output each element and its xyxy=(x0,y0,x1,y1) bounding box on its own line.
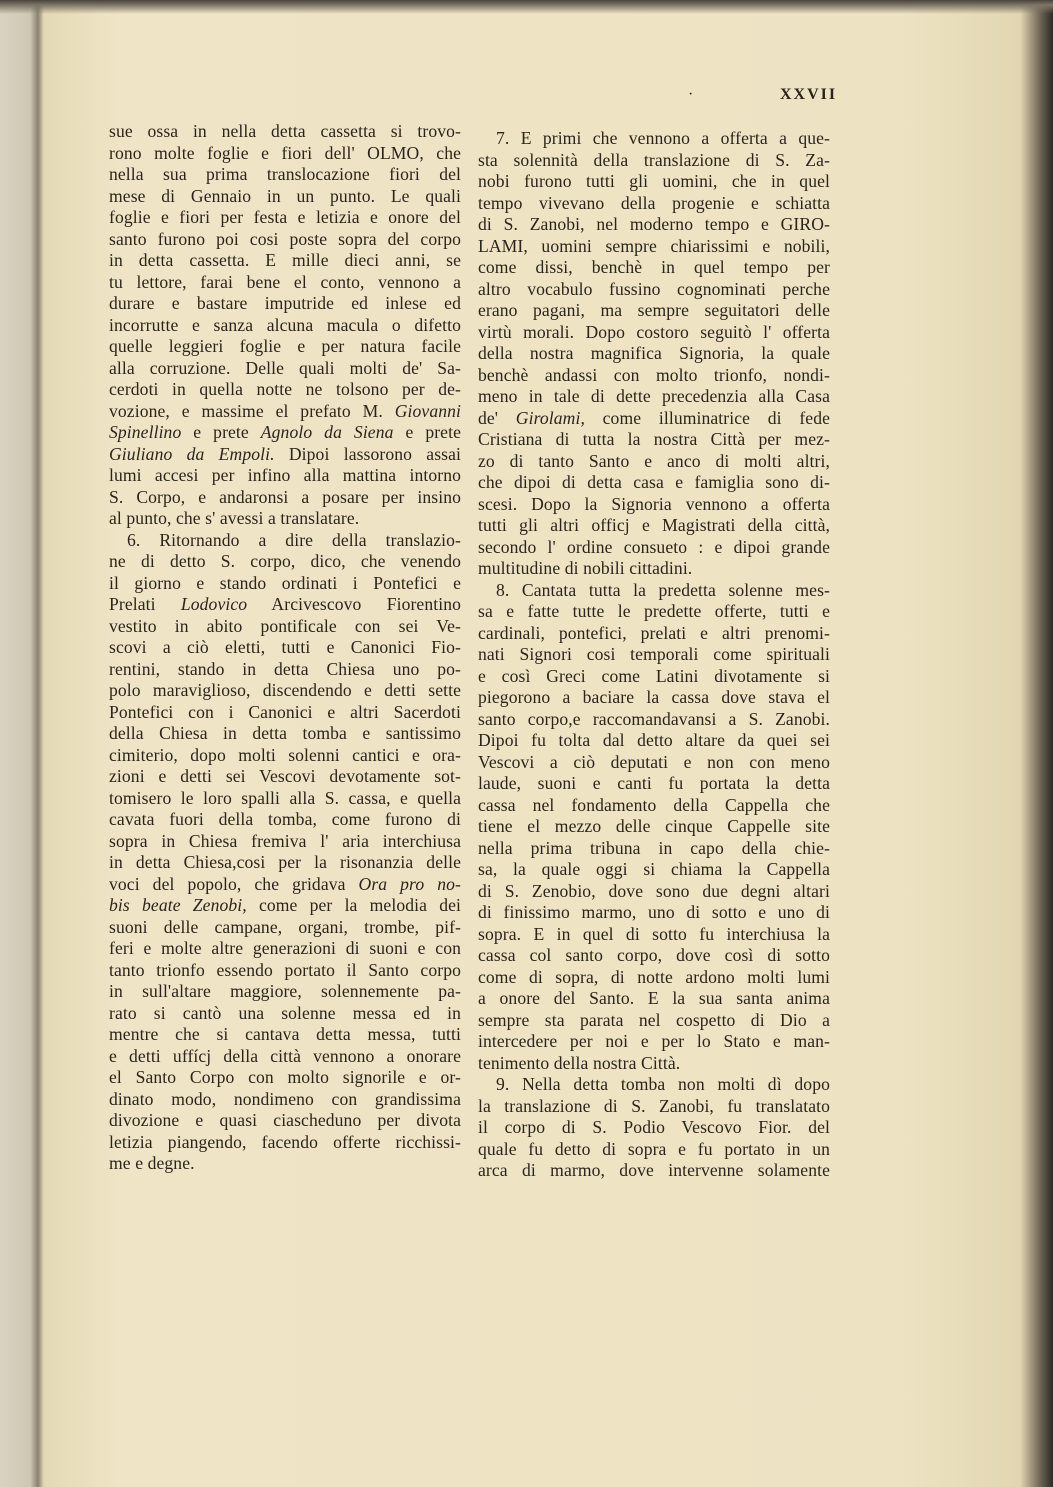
text-segment: lumi accesi per infino alla mattina intorno xyxy=(109,465,461,485)
text-segment: come illuminatrice di fede xyxy=(584,407,830,428)
italic-text: Giuliano da Empoli. xyxy=(109,443,275,464)
text-line xyxy=(478,494,830,515)
text-segment: 8. Cantata tutta la predetta solenne mes- xyxy=(496,579,830,600)
text-segment: il corpo di S. Podio Vescovo Fior. del xyxy=(478,1117,830,1137)
text-segment: la translazione di S. Zanobi, fu translatato xyxy=(478,1095,830,1116)
text-line xyxy=(478,472,830,493)
text-line xyxy=(478,214,830,235)
text-segment: 7. E primi che vennono a offerta a que- xyxy=(496,128,830,148)
text-line xyxy=(478,257,830,278)
text-line xyxy=(109,293,461,314)
text-segment: a onore del Santo. E la sua santa anima xyxy=(478,988,830,1008)
text-line xyxy=(109,723,461,744)
text-segment: tenimento della nostra Città. xyxy=(478,1052,681,1073)
text-line xyxy=(109,401,461,422)
text-segment: di S. Zanobi, nel moderno tempo e GIRO- xyxy=(478,214,830,234)
text-segment: sta solennità della translazione di S. Za- xyxy=(478,149,830,170)
text-segment: sopra in Chiesa fremiva l' aria interchiusa xyxy=(109,830,461,851)
text-segment: sa, la quale oggi si chiama la Cappella xyxy=(478,859,830,879)
text-segment: nati Signori cosi temporali come spirituali xyxy=(478,644,830,664)
text-segment: Pontefici con i Canonici e altri Sacerdoti xyxy=(109,701,461,722)
page-top-edge xyxy=(0,0,1053,14)
text-line xyxy=(109,637,461,658)
text-segment: come di sopra, di notte ardono molti lumi xyxy=(478,966,830,987)
text-segment: al punto, che s' avessi a translatare. xyxy=(109,508,360,528)
text-segment: intercedere per noi e per lo Stato e man- xyxy=(478,1031,830,1051)
text-line xyxy=(478,924,830,945)
text-line xyxy=(478,150,830,171)
text-segment: dinato modo, nondimeno con grandissima xyxy=(109,1088,461,1109)
text-line xyxy=(109,1110,461,1131)
text-segment: feri e molte altre generazioni di suoni e con xyxy=(109,938,461,958)
italic-text: Ora pro no- xyxy=(358,873,461,894)
text-line xyxy=(109,1067,461,1088)
text-segment: S. Corpo, e andaronsi a posare per insino xyxy=(109,486,461,507)
header-dot: · xyxy=(688,86,694,103)
text-line xyxy=(478,666,830,687)
text-segment: quale fu detto di sopra e fu portato in un xyxy=(478,1138,830,1159)
text-segment: e prete xyxy=(393,422,461,442)
italic-text: Giovanni xyxy=(394,400,461,421)
text-line xyxy=(478,429,830,450)
text-line xyxy=(478,816,830,837)
text-segment: Prelati xyxy=(109,594,181,614)
text-segment: 6. Ritornando a dire della translazio- xyxy=(127,529,461,550)
text-line xyxy=(478,1031,830,1052)
text-segment: voci del popolo, che gridava xyxy=(109,873,359,894)
text-segment: 9. Nella detta tomba non molti dì dopo xyxy=(496,1074,830,1094)
text-line xyxy=(109,573,461,594)
text-line xyxy=(109,1153,461,1174)
text-segment: santo corpo,e raccomandavansi a S. Zanobi. xyxy=(478,708,830,729)
text-segment: rentini, stando in detta Chiesa uno po- xyxy=(109,658,461,679)
text-line xyxy=(109,960,461,981)
text-line xyxy=(109,379,461,400)
text-segment: incorrutte e sanza alcuna macula o difetto xyxy=(109,314,461,335)
text-line xyxy=(478,773,830,794)
text-line xyxy=(478,881,830,902)
text-segment: altro vocabulo fussino cognominati perche xyxy=(478,278,830,299)
text-segment: zo di tanto Santo e anco di molti altri, xyxy=(478,450,830,471)
text-line xyxy=(478,730,830,751)
text-segment: sempre sta parata nel cospetto di Dio a xyxy=(478,1009,830,1030)
text-line xyxy=(109,594,461,615)
text-segment: cimiterio, dopo molti solenni cantici e ora- xyxy=(109,744,461,765)
text-line xyxy=(478,1053,830,1074)
text-segment: sa e fatte tutte le predette offerte, tutti e xyxy=(478,601,830,621)
text-line xyxy=(478,752,830,773)
italic-text: bis beate Zenobi, xyxy=(109,895,247,915)
text-line xyxy=(478,859,830,880)
text-line xyxy=(109,766,461,787)
text-segment: della nostra magnifica Signoria, la quale xyxy=(478,343,830,363)
text-line xyxy=(478,365,830,386)
paragraph-first-line xyxy=(478,128,830,149)
text-line xyxy=(109,336,461,357)
text-segment: tutti gli altri officj e Magistrati della città, xyxy=(478,515,830,535)
text-segment: nella prima tribuna in capo della chie- xyxy=(478,837,830,858)
text-line xyxy=(478,451,830,472)
text-line xyxy=(109,315,461,336)
text-line xyxy=(109,1024,461,1045)
text-line xyxy=(478,300,830,321)
italic-text: Agnolo da Siena xyxy=(260,422,394,442)
text-line xyxy=(109,788,461,809)
text-line xyxy=(109,487,461,508)
text-segment: in detta Chiesa,cosi per la risonanzia delle xyxy=(109,852,461,872)
text-segment: sue ossa in nella detta cassetta si trovo- xyxy=(109,121,461,141)
text-line xyxy=(109,917,461,938)
italic-text: Girolami, xyxy=(515,407,585,428)
text-segment: e detti uffícj della città vennono a onorare xyxy=(109,1045,461,1066)
text-segment: vestito in abito pontificale con sei Ve- xyxy=(109,615,461,636)
text-line xyxy=(478,601,830,622)
text-line xyxy=(109,874,461,895)
text-line xyxy=(109,250,461,271)
text-segment: me e degne. xyxy=(109,1153,195,1173)
text-segment: rono molte foglie e fiori dell' OLMO, che xyxy=(109,142,461,163)
text-segment: laude, suoni e canti fu portata la detta xyxy=(478,773,830,793)
text-segment: Dipoi lassorono assai xyxy=(274,443,462,464)
text-segment: cavata fuori della tomba, come furono di xyxy=(109,809,461,829)
text-line xyxy=(109,938,461,959)
text-line xyxy=(478,386,830,407)
text-segment: tu lettore, farai bene el conto, vennono a xyxy=(109,271,461,292)
text-line xyxy=(478,644,830,665)
text-segment: letizia piangendo, facendo offerte ricchissi- xyxy=(109,1131,461,1152)
text-segment: vozione, e massime el prefato M. xyxy=(109,400,395,421)
text-line xyxy=(478,343,830,364)
text-segment: e così Greci come Latini divotamente si xyxy=(478,665,830,686)
text-line xyxy=(109,895,461,916)
page-number: XXVII xyxy=(780,86,838,103)
text-segment: secondo l' ordine consueto : e dipoi grande xyxy=(478,536,830,557)
text-segment: benchè andassi con molto trionfo, nondi- xyxy=(478,364,830,385)
text-line xyxy=(109,659,461,680)
text-line xyxy=(109,680,461,701)
text-segment: multitudine di nobili cittadini. xyxy=(478,558,693,578)
italic-text: Lodovico xyxy=(180,594,248,614)
text-segment: durare e bastare imputride ed inlese ed xyxy=(109,293,461,313)
text-line xyxy=(478,558,830,579)
text-segment: zioni e detti sei Vescovi devotamente sot- xyxy=(109,766,461,786)
paragraph-first-line xyxy=(478,580,830,601)
text-line xyxy=(478,945,830,966)
text-line xyxy=(478,623,830,644)
text-line xyxy=(478,1096,830,1117)
text-segment: polo maraviglioso, discendendo e detti sette xyxy=(109,680,461,700)
text-segment: in detta cassetta. E mille dieci anni, se xyxy=(109,250,461,270)
text-segment: rato si cantò una solenne messa ed in xyxy=(109,1002,461,1023)
text-segment: de' xyxy=(478,407,516,428)
text-segment: tomisero le loro spalli alla S. cassa, e quella xyxy=(109,787,461,808)
text-line xyxy=(109,164,461,185)
text-line xyxy=(478,1010,830,1031)
text-segment: mese di Gennaio in un punto. Le quali xyxy=(109,185,461,206)
text-segment: come dissi, benchè in quel tempo per xyxy=(478,257,830,277)
text-line xyxy=(478,687,830,708)
text-segment: cassa nel fondamento della Cappella che xyxy=(478,794,830,815)
text-line xyxy=(109,186,461,207)
text-segment: el Santo Corpo con molto signorile e or- xyxy=(109,1067,461,1087)
text-line xyxy=(478,322,830,343)
text-line xyxy=(478,1160,830,1181)
text-line xyxy=(478,171,830,192)
text-segment: LAMI, uomini sempre chiarissimi e nobili, xyxy=(478,235,830,256)
text-segment: suoni delle campane, organi, trombe, pif- xyxy=(109,916,461,937)
text-line xyxy=(478,515,830,536)
text-segment: divozione e quasi ciascheduno per divota xyxy=(109,1110,461,1130)
text-segment: erano pagani, ma sempre seguitatori delle xyxy=(478,300,830,320)
text-segment: tanto trionfo essendo portato il Santo corpo xyxy=(109,959,461,980)
text-segment: santo furono poi cosi poste sopra del corpo xyxy=(109,228,461,249)
text-line xyxy=(109,272,461,293)
text-line xyxy=(109,465,461,486)
text-line xyxy=(478,988,830,1009)
text-segment: mentre che si cantava detta messa, tutti xyxy=(109,1024,461,1044)
text-segment: arca di marmo, dove intervenne solamente xyxy=(478,1160,830,1180)
text-segment: meno in tale di dette precedenzia alla Casa xyxy=(478,386,830,406)
text-line xyxy=(109,551,461,572)
text-line xyxy=(478,408,830,429)
text-segment: ne di detto S. corpo, dico, che venendo xyxy=(109,551,461,571)
text-segment: alla corruzione. Delle quali molti de' Sa- xyxy=(109,357,461,378)
text-line xyxy=(478,1117,830,1138)
text-line xyxy=(478,709,830,730)
text-line xyxy=(109,207,461,228)
text-segment: di finissimo marmo, uno di sotto e uno di xyxy=(478,902,830,922)
text-segment: cerdoti in quella notte ne tolsono per de- xyxy=(109,379,461,399)
text-segment: cassa col santo corpo, dove così di sotto xyxy=(478,945,830,965)
text-segment: Arcivescovo Fiorentino xyxy=(247,594,461,614)
text-line xyxy=(109,702,461,723)
text-segment: quelle leggieri foglie e per natura facile xyxy=(109,336,461,356)
text-line xyxy=(109,444,461,465)
text-segment: che dipoi di detta casa e famiglia sono di- xyxy=(478,472,830,492)
text-line xyxy=(478,838,830,859)
text-line xyxy=(478,193,830,214)
text-line xyxy=(109,616,461,637)
text-line xyxy=(109,1003,461,1024)
text-line xyxy=(109,508,461,529)
text-line xyxy=(478,902,830,923)
text-line xyxy=(109,852,461,873)
text-segment: come per la melodia dei xyxy=(246,895,461,915)
text-line xyxy=(478,279,830,300)
text-line xyxy=(109,422,461,443)
text-line xyxy=(109,1089,461,1110)
paragraph-first-line xyxy=(478,1074,830,1095)
text-segment: piegorono a baciare la cassa dove stava el xyxy=(478,687,830,707)
text-line xyxy=(109,981,461,1002)
text-segment: tiene el mezzo delle cinque Cappelle site xyxy=(478,816,830,836)
text-segment: della Chiesa in detta tomba e santissimo xyxy=(109,723,461,743)
text-segment: foglie e fiori per festa e letizia e onore del xyxy=(109,207,461,227)
text-line xyxy=(109,1046,461,1067)
text-segment: Cristiana di tutta la nostra Città per mez- xyxy=(478,429,830,449)
text-line xyxy=(478,537,830,558)
text-line xyxy=(109,1132,461,1153)
text-segment: Dipoi fu tolta dal detto altare da quei sei xyxy=(478,730,830,750)
text-line xyxy=(109,809,461,830)
text-segment: di S. Zenobio, dove sono due degni altari xyxy=(478,880,830,901)
text-segment: cardinali, pontefici, prelati e altri prenomi- xyxy=(478,622,830,643)
text-segment: scovi a ciò eletti, tutti e Canonici Fio- xyxy=(109,637,461,657)
text-line xyxy=(109,121,461,142)
text-segment: sopra. E in quel di sotto fu interchiusa la xyxy=(478,923,830,944)
italic-text: Spinellino xyxy=(109,422,182,442)
text-line xyxy=(109,745,461,766)
text-segment: scesi. Dopo la Signoria vennono a offerta xyxy=(478,493,830,514)
text-line xyxy=(478,795,830,816)
text-segment: in sull'altare maggiore, solennemente pa- xyxy=(109,981,461,1001)
text-segment: il giorno e stando ordinati i Pontefici e xyxy=(109,572,461,593)
text-line xyxy=(109,358,461,379)
text-segment: nobi furono tutti gli uomini, che in quel xyxy=(478,171,830,191)
text-line xyxy=(109,831,461,852)
text-segment: virtù morali. Dopo costoro seguitò l' offerta xyxy=(478,321,830,342)
text-line xyxy=(478,967,830,988)
text-line xyxy=(109,143,461,164)
text-line xyxy=(478,236,830,257)
text-line xyxy=(109,229,461,250)
paragraph-first-line xyxy=(109,530,461,551)
text-segment: tempo vivevano della progenie e schiatta xyxy=(478,192,830,213)
text-segment: Vescovi a ciò deputati e non con meno xyxy=(478,751,830,772)
text-segment: e prete xyxy=(181,422,261,442)
text-segment: nella sua prima translocazione fiori del xyxy=(109,164,461,184)
text-line xyxy=(478,1139,830,1160)
